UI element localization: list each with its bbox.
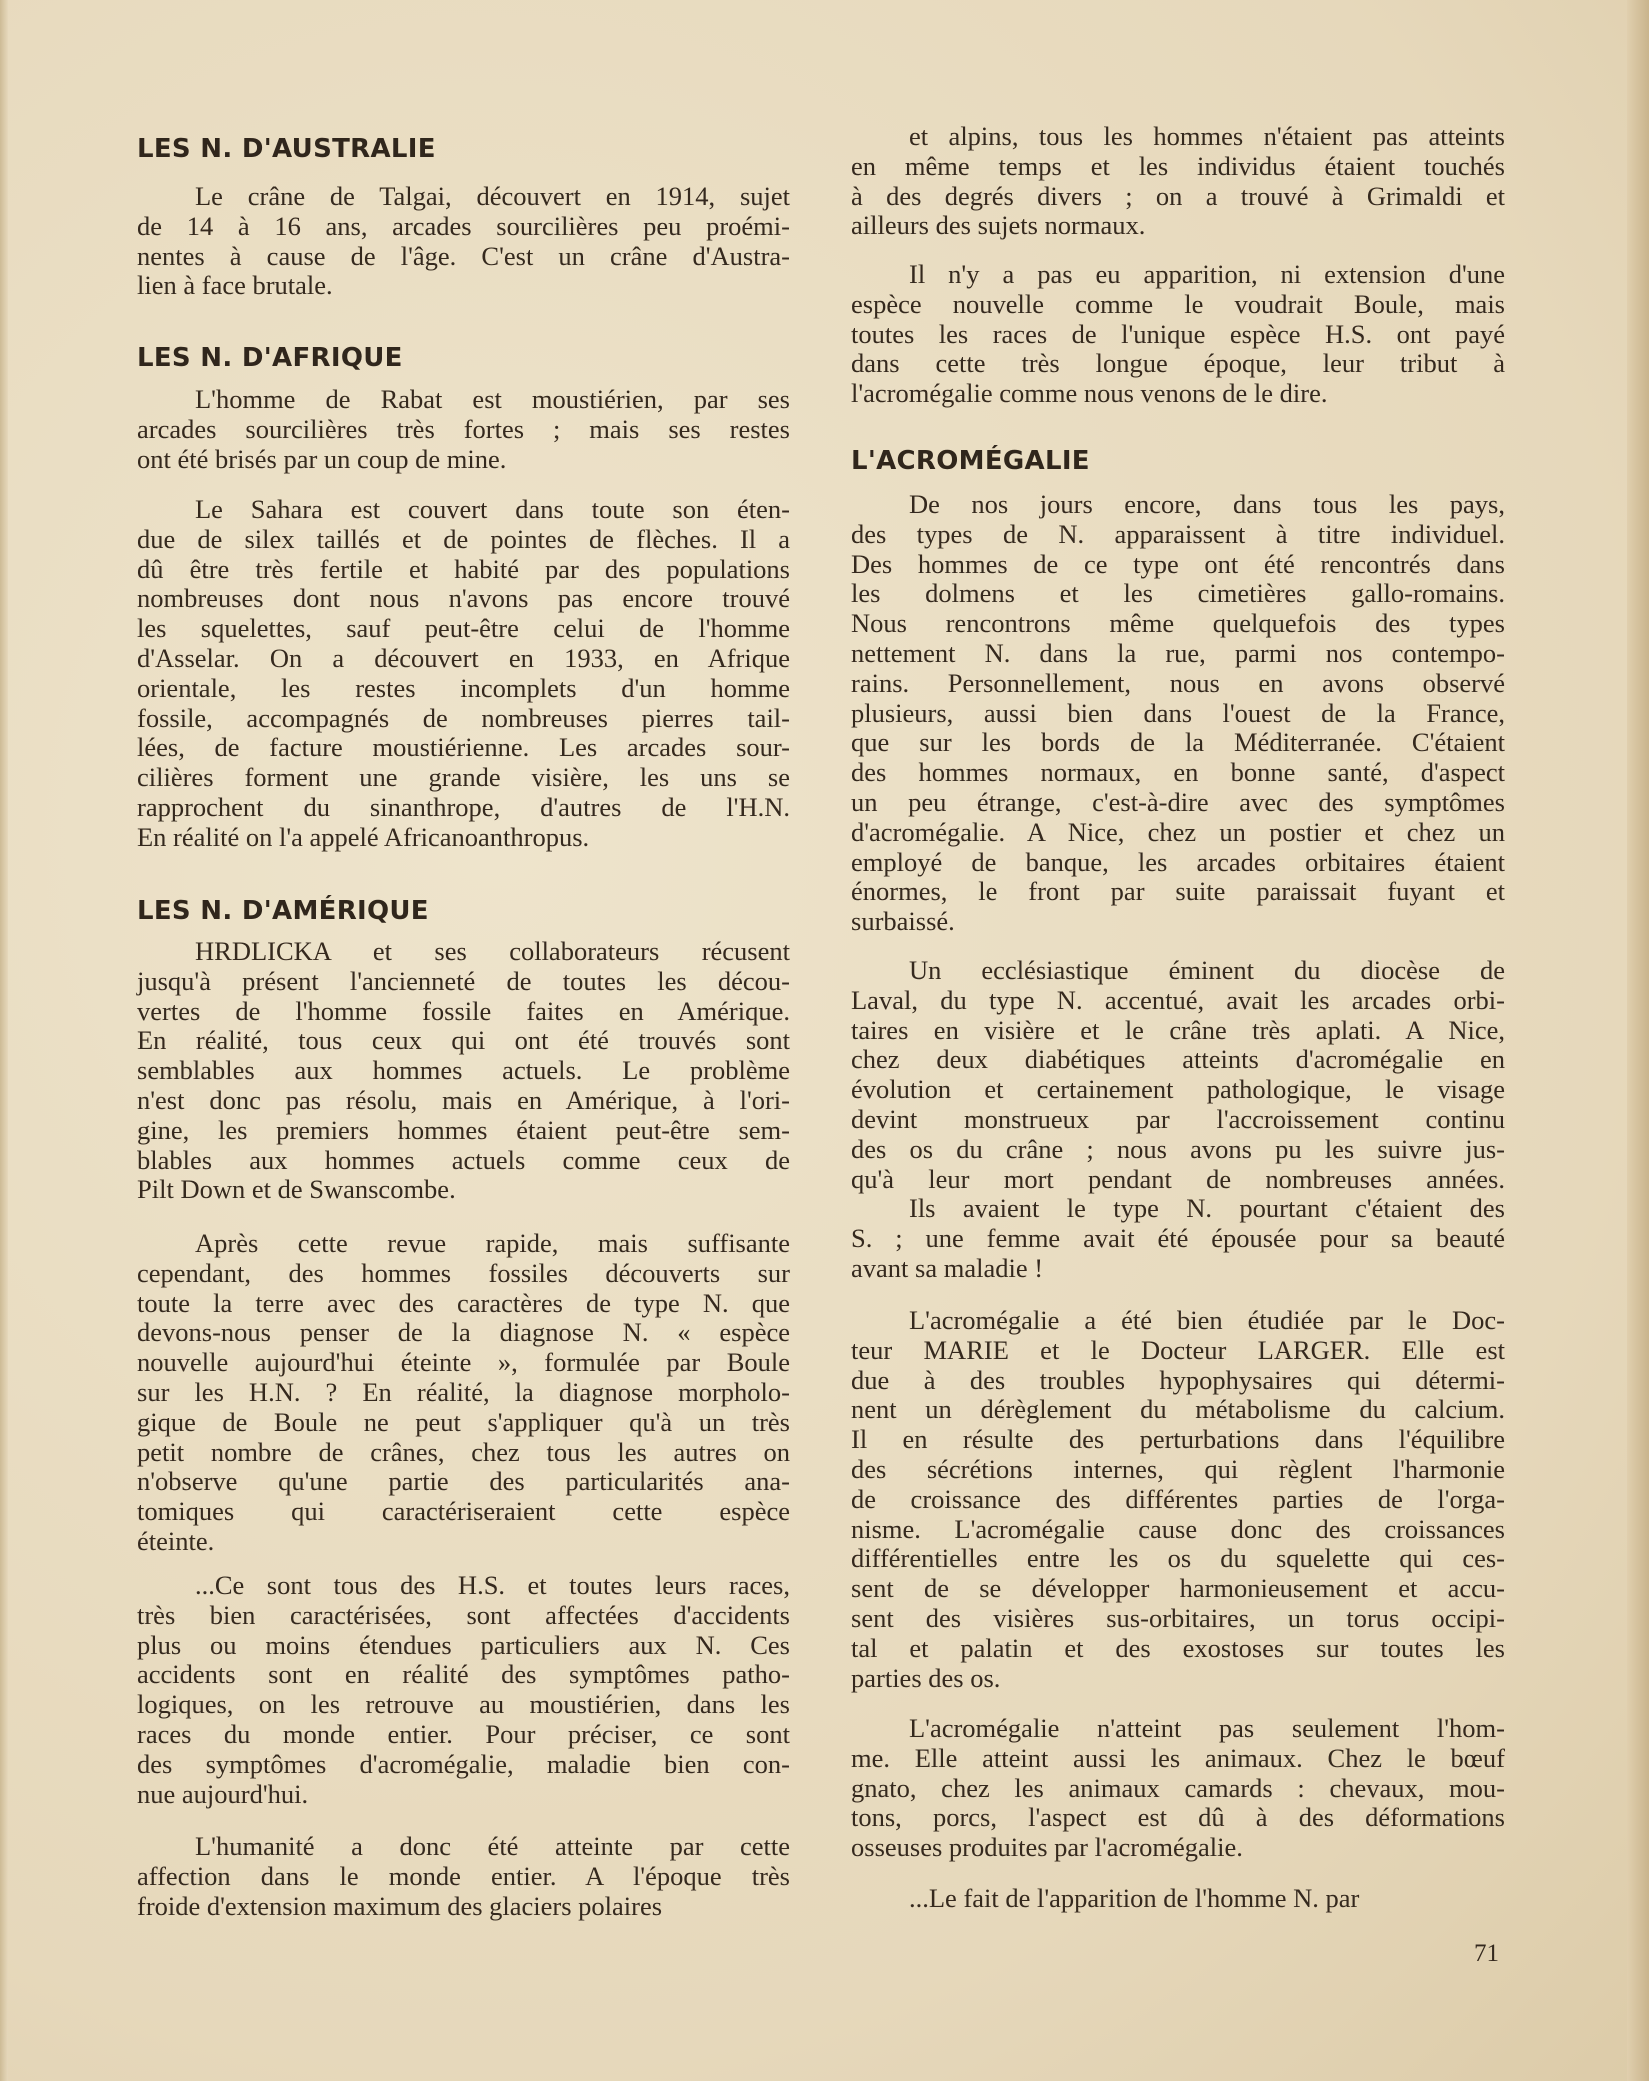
text-line: nisme. L'acromégalie cause donc des croissances [851,1513,1505,1544]
text-line: ont été brisés par un coup de mine. [137,443,507,474]
text-line: lien à face brutale. [137,270,333,301]
text-line: races du monde entier. Pour préciser, ce sont [137,1718,790,1749]
text-line: Des hommes de ce type ont été rencontrés dans [851,548,1505,579]
text-line: plus ou moins étendues particuliers aux N. Ces [137,1629,790,1660]
text-line: rapprochent du sinanthrope, d'autres de l'H.N. [137,791,790,822]
text-line: d'acromégalie. A Nice, chez un postier et chez un [851,816,1505,847]
text-line: logiques, on les retrouve au moustiérien, dans les [137,1689,790,1720]
text-line: nent un dérèglement du métabolisme du calcium. [851,1394,1505,1425]
text-line: qu'à leur mort pendant de nombreuses années. [851,1163,1505,1194]
text-line: De nos jours encore, dans tous les pays, [909,489,1505,519]
text-line: un peu étrange, c'est-à-dire avec des symptômes [851,786,1505,817]
text-line: L'acromégalie n'atteint pas seulement l'hom- [909,1713,1505,1743]
text-line: tons, porcs, l'aspect est dû à des déformations [851,1802,1505,1833]
text-line: orientale, les restes incomplets d'un homme [137,672,790,703]
text-line: affection dans le monde entier. A l'époque très [137,1860,790,1891]
paragraph [851,260,1505,409]
paragraph [137,495,790,853]
text-line: avant sa maladie ! [851,1252,1044,1283]
text-line: nouvelle aujourd'hui éteinte », formulée par Boule [137,1347,790,1378]
text-line: et alpins, tous les hommes n'étaient pas atteints [909,121,1505,151]
text-line: rains. Personnellement, nous en avons observé [851,667,1505,698]
text-line: teur MARIE et le Docteur LARGER. Elle est [851,1334,1505,1365]
text-line: que sur les bords de la Méditerranée. C'étaient [851,727,1505,758]
text-line: due de silex taillés et de pointes de flèches. Il a [137,523,790,554]
text-line: Il n'y a pas eu apparition, ni extension d'une [909,259,1505,289]
text-line: à des degrés divers ; on a trouvé à Grimaldi et [851,180,1505,211]
text-line: devint monstrueux par l'accroissement continu [851,1103,1505,1134]
text-line: ...Ce sont tous des H.S. et toutes leurs races, [195,1570,790,1600]
text-line: des symptômes d'acromégalie, maladie bien con- [137,1748,790,1779]
text-line: Le crâne de Talgai, découvert en 1914, sujet [195,181,790,211]
text-line: nombreuses dont nous n'avons pas encore trouvé [137,583,790,614]
text-line: Il en résulte des perturbations dans l'équilibre [851,1424,1505,1455]
text-line: évolution et certainement pathologique, le visage [851,1074,1505,1105]
section-heading: LES N. D'AUSTRALIE [137,134,436,164]
text-line: HRDLICKA et ses collaborateurs récusent [195,936,790,966]
text-line: sur les H.N. ? En réalité, la diagnose morpholo- [137,1376,790,1407]
text-line: d'Asselar. On a découvert en 1933, en Afrique [137,642,790,673]
text-line: n'observe qu'une partie des particularités ana- [137,1466,790,1497]
text-line: ailleurs des sujets normaux. [851,210,1146,241]
text-line: ...Le fait de l'apparition de l'homme N. par [909,1883,1360,1913]
text-line: parties des os. [851,1662,1001,1693]
text-line: les dolmens et les cimetières gallo-romains. [851,578,1505,609]
text-line: énormes, le front par suite paraissait fuyant et [851,876,1505,907]
paragraph [137,937,790,1205]
paragraph [137,1229,790,1557]
text-line: tal et palatin et des exostoses sur toutes les [851,1632,1505,1663]
text-line: gine, les premiers hommes étaient peut-être sem- [137,1114,790,1145]
text-line: différentielles entre les os du squelette qui ces- [851,1543,1505,1574]
paragraph [851,490,1505,937]
text-line: semblables aux hommes actuels. Le problème [137,1055,790,1086]
text-line: toute la terre avec des caractères de type N. que [137,1287,790,1318]
text-line: éteinte. [137,1525,215,1556]
text-line: l'acromégalie comme nous venons de le dire. [851,378,1328,409]
paragraph [851,122,1505,241]
text-line: lées, de facture moustiérienne. Les arcades sour- [137,732,790,763]
text-line: me. Elle atteint aussi les animaux. Chez le bœuf [851,1742,1505,1773]
text-line: due à des troubles hypophysaires qui détermi- [851,1364,1505,1395]
text-line: Pilt Down et de Swanscombe. [137,1174,456,1205]
text-line: L'homme de Rabat est moustiérien, par ses [195,384,790,414]
text-line: toutes les races de l'unique espèce H.S. ont payé [851,318,1505,349]
text-line: des os du crâne ; nous avons pu les suivre jus- [851,1133,1505,1164]
page-left-edge [0,0,8,2081]
text-line: devons-nous penser de la diagnose N. « espèce [137,1317,790,1348]
text-line: sent des visières sus-orbitaires, un torus occipi- [851,1602,1505,1633]
text-line: espèce nouvelle comme le voudrait Boule, mais [851,288,1505,319]
text-line: osseuses produites par l'acromégalie. [851,1832,1243,1863]
text-line: plusieurs, aussi bien dans l'ouest de la France, [851,697,1505,728]
text-line: de 14 à 16 ans, arcades sourcilières peu proémi- [137,210,790,241]
text-line: dû être très fertile et habité par des populations [137,553,790,584]
text-line: L'acromégalie a été bien étudiée par le Doc- [909,1305,1505,1335]
section-heading: LES N. D'AMÉRIQUE [137,896,429,926]
text-line: cependant, des hommes fossiles découverts sur [137,1257,790,1288]
text-line: les squelettes, sauf peut-être celui de l'homme [137,613,790,644]
text-line: En réalité on l'a appelé Africanoanthropus. [137,821,590,852]
paragraph [137,1571,790,1809]
text-line: En réalité, tous ceux qui ont été trouvés sont [137,1025,790,1056]
text-line: Le Sahara est couvert dans toute son éten- [195,494,790,524]
text-line: accidents sont en réalité des symptômes patho- [137,1659,790,1690]
text-line: des types de N. apparaissent à titre individuel. [851,518,1505,549]
text-line: cilières forment une grande visière, les uns se [137,762,790,793]
text-line: arcades sourcilières très fortes ; mais ses restes [137,413,790,444]
text-line: jusqu'à présent l'ancienneté de toutes les décou- [137,965,790,996]
text-line: blables aux hommes actuels comme ceux de [137,1144,790,1175]
paragraph [137,182,790,301]
text-line: gnato, chez les animaux camards : chevaux, mou- [851,1772,1505,1803]
text-line: petit nombre de crânes, chez tous les autres on [137,1436,790,1467]
text-line: sent de se développer harmonieusement et accu- [851,1573,1505,1604]
text-line: surbaissé. [851,906,955,937]
text-line: nettement N. dans la rue, parmi nos contempo- [851,637,1505,668]
text-line: Un ecclésiastique éminent du diocèse de [909,955,1505,985]
text-line: en même temps et les individus étaient touchés [851,150,1505,181]
text-line: dans cette très longue époque, leur tribut à [851,348,1505,379]
text-line: Nous rencontrons même quelquefois des types [851,608,1505,639]
text-line: tomiques qui caractériseraient cette espèce [137,1496,790,1527]
text-line: Ils avaient le type N. pourtant c'étaient des [909,1193,1505,1224]
text-line: vertes de l'homme fossile faites en Amérique. [137,995,790,1026]
text-line: employé de banque, les arcades orbitaires étaient [851,846,1505,877]
text-line: froide d'extension maximum des glaciers polaires [137,1890,663,1921]
page-number: 71 [1474,1940,1499,1967]
section-heading: LES N. D'AFRIQUE [137,343,403,373]
page-right-edge [1627,0,1649,2081]
text-line: très bien caractérisées, sont affectées d'accidents [137,1599,790,1630]
paragraph [851,1714,1505,1863]
text-line: Après cette revue rapide, mais suffisante [195,1228,790,1258]
text-line: n'est donc pas résolu, mais en Amérique, à l'ori- [137,1084,790,1115]
text-line: L'humanité a donc été atteinte par cette [195,1831,790,1861]
section-heading: L'ACROMÉGALIE [851,446,1090,476]
text-line: des hommes normaux, en bonne santé, d'aspect [851,757,1505,788]
paragraph [851,956,1505,1284]
text-line: gique de Boule ne peut s'appliquer qu'à un très [137,1406,790,1437]
text-line: nue aujourd'hui. [137,1778,309,1809]
paragraph [851,1306,1505,1693]
text-line: nentes à cause de l'âge. C'est un crâne d'Austra- [137,240,790,271]
text-line: taires en visière et le crâne très aplati. A Nice, [851,1014,1505,1045]
text-line: chez deux diabétiques atteints d'acromégalie en [851,1044,1505,1075]
paragraph [851,1884,1505,1914]
text-line: fossile, accompagnés de nombreuses pierres tail- [137,702,790,733]
text-line: de croissance des différentes parties de l'orga- [851,1483,1505,1514]
text-line: S. ; une femme avait été épousée pour sa beauté [851,1223,1505,1254]
paragraph [137,1832,790,1921]
text-line: Laval, du type N. accentué, avait les arcades orbi- [851,984,1505,1015]
text-line: des sécrétions internes, qui règlent l'harmonie [851,1453,1505,1484]
paragraph [137,385,790,474]
